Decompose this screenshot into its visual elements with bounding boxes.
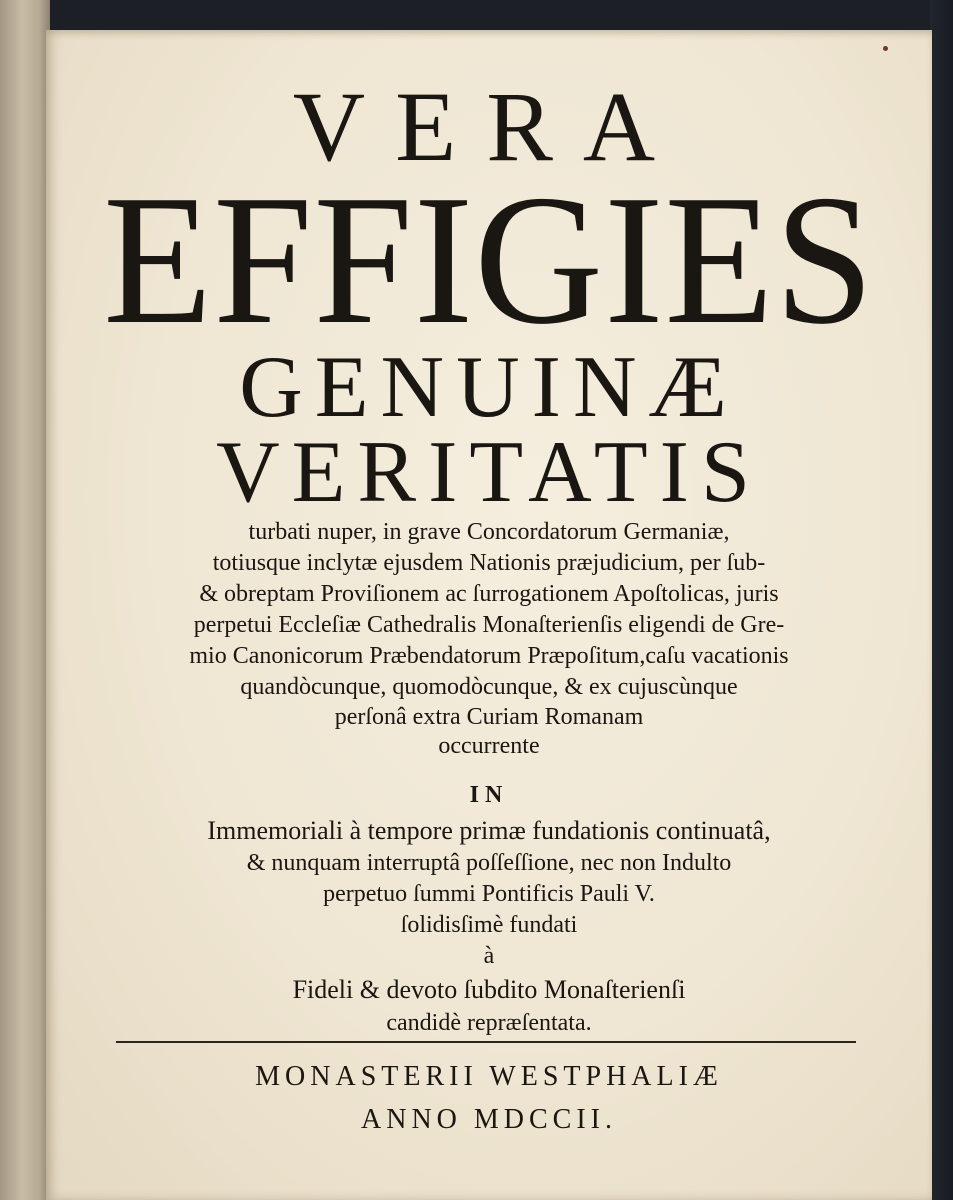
body-line: ſolidisſimè fundati	[400, 912, 578, 938]
body-line: à	[483, 943, 495, 969]
title-page	[46, 30, 932, 1200]
body-line: candidè repræſentata.	[386, 1010, 592, 1036]
imprint-year: ANNO MDCCII.	[361, 1104, 617, 1135]
body-line: perſonâ extra Curiam Romanam	[334, 704, 644, 730]
in-word: IN	[469, 782, 509, 808]
body-line: perpetuo ſummi Pontificis Pauli V.	[323, 881, 655, 907]
divider-rule	[116, 1041, 856, 1043]
title-line-vera: VERA	[292, 71, 686, 182]
body-line: & nunquam interruptâ poſſeſſione, nec non Indulto	[246, 850, 732, 876]
title-line-genuinae: GENUINÆ	[239, 339, 739, 436]
imprint-place: MONASTERII WESTPHALIÆ	[255, 1061, 723, 1092]
body-line: Immemoriali à tempore primæ fundationis continuatâ,	[207, 816, 771, 845]
paper-speck	[883, 46, 888, 51]
book-binding-edge	[0, 0, 50, 1200]
body-line: quandòcunque, quomodòcunque, & ex cujuscùnque	[240, 674, 738, 700]
body-line: perpetui Eccleſiæ Cathedralis Monaſterienſis eligendi de Gre-	[193, 612, 785, 638]
body-line: mio Canonicorum Præbendatorum Præpoſitum,caſu vacationis	[189, 643, 789, 669]
title-line-effigies: EFFIGIES	[103, 157, 875, 363]
body-line: occurrente	[438, 733, 540, 759]
book-cover-edge	[930, 0, 953, 1200]
title-line-veritatis: VERITATIS	[216, 424, 762, 521]
body-line: totiusque inclytæ ejusdem Nationis præjudicium, per ſub-	[212, 550, 766, 576]
body-line: turbati nuper, in grave Concordatorum Germaniæ,	[248, 519, 730, 545]
body-line: & obreptam Proviſionem ac ſurrogationem Apoſtolicas, juris	[199, 581, 779, 607]
body-line: Fideli & devoto ſubdito Monaſterienſi	[292, 975, 686, 1004]
